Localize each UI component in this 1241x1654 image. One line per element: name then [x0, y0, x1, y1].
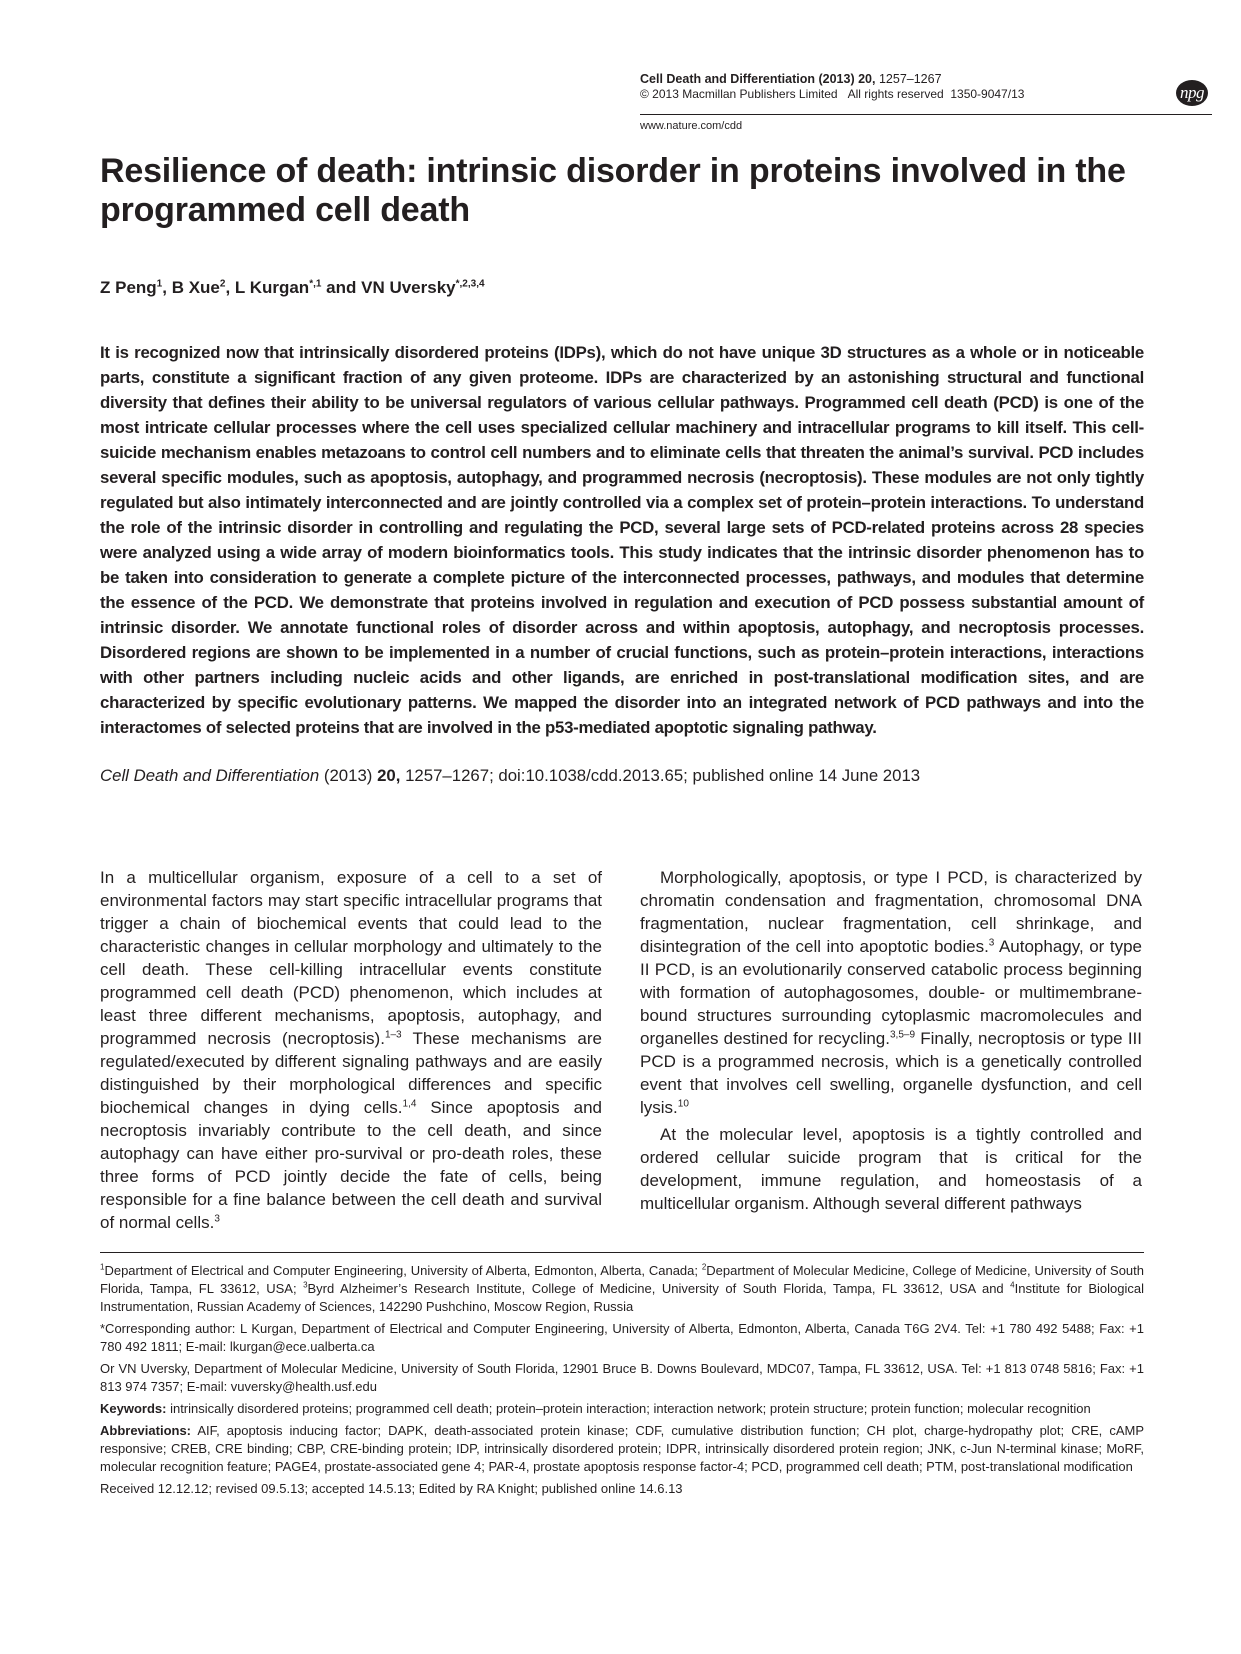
received-dates: Received 12.12.12; revised 09.5.13; accepted 14.5.13; Edited by RA Knight; published online 14.6.13: [100, 1481, 683, 1496]
abbreviations: Abbreviations: AIF, apoptosis inducing factor; DAPK, death-associated protein kinase; CDF, cumulative distribution function; CH plot, charge-hydropathy plot; CRE, cAMP responsive; CREB, CRE binding; CBP, CRE-binding protein; IDP, intrinsically disordered protein; IDPR, intrinsically disordered protein region; JNK, c-Jun N-terminal kinase; MoRF, molecular recognition feature; PAGE4, prostate-associated gene 4; PAR-4, prostate apoptosis response factor-4; PCD, programmed cell death; PTM, post-translational modification: [100, 1423, 1144, 1474]
journal-name: Cell Death and Differentiation (2013) 20,: [640, 72, 876, 86]
copyright-line: © 2013 Macmillan Publishers Limited All rights reserved 1350-9047/13: [640, 87, 1025, 101]
npg-logo: npg: [1176, 80, 1208, 106]
article-citation: Cell Death and Differentiation (2013) 20, 1257–1267; doi:10.1038/cdd.2013.65; published online 14 June 2013: [100, 766, 921, 785]
article-title: Resilience of death: intrinsic disorder in proteins involved in the programmed cell death: [100, 152, 1126, 229]
body-paragraph: At the molecular level, apoptosis is a tightly controlled and ordered cellular suicide program that is critical for the development, immune regulation, and homeostasis of a multicellular organism. Although several different pathways: [640, 1125, 1142, 1213]
abstract: It is recognized now that intrinsically disordered proteins (IDPs), which do not have unique 3D structures as a whole or in noticeable parts, constitute a significant fraction of any given proteome. IDPs are characterized by an astonishing structural and functional diversity that defines their ability to be universal regulators of various cellular pathways. Programmed cell death (PCD) is one of the most intricate cellular processes where the cell uses specialized cellular machinery and intracellular programs to kill itself. This cell-suicide mechanism enables metazoans to control cell numbers and to eliminate cells that threaten the animal’s survival. PCD includes several specific modules, such as apoptosis, autophagy, and programmed necrosis (necroptosis). These modules are not only tightly regulated but also intimately interconnected and are jointly controlled via a complex set of protein–protein interactions. To understand the role of the intrinsic disorder in controlling and regulating the PCD, several large sets of PCD-related proteins across 28 species were analyzed using a wide array of modern bioinformatics tools. This study indicates that the intrinsic disorder phenomenon has to be taken into consideration to generate a complete picture of the interconnected processes, pathways, and modules that determine the essence of the PCD. We demonstrate that proteins involved in regulation and execution of PCD possess substantial amount of intrinsic disorder. We annotate functional roles of disorder across and within apoptosis, autophagy, and necroptosis processes. Disordered regions are shown to be implemented in a number of crucial functions, such as protein–protein interactions, interactions with other partners including nucleic acids and other ligands, are enriched in post-translational modification sites, and are characterized by specific evolutionary patterns. We mapped the disorder into an integrated network of PCD pathways and into the interactomes of selected proteins that are involved in the p53-mediated apoptotic signaling pathway.: [100, 343, 1144, 737]
affiliations: $^1$Department of Electrical and Computer Engineering, University of Alberta, Edmonton, Alberta, Canada; $^2$Department of Molecular Medicine, College of Medicine, University of South Florida, Tampa, FL 33612, USA; $^3$Byrd Alzheimer’s Research Institute, College of Medicine, University of South Florida, Tampa, FL 33612, USA and $^4$Institute for Biological Instrumentation, Russian Academy of Sciences, 142290 Pushchino, Moscow Region, Russia: [100, 1262, 1145, 1314]
journal-url[interactable]: www.nature.com/cdd: [640, 120, 743, 132]
reference-link[interactable]: 10: [677, 1098, 689, 1110]
author-affiliation: 1: [156, 278, 163, 290]
author-name[interactable]: B Xue: [171, 278, 220, 297]
reference-link[interactable]: 3,5–9: [889, 1029, 916, 1041]
journal-citation-line: [640, 72, 1024, 87]
body-paragraph: In a multicellular organism, exposure of a cell to a set of environmental factors may start specific intracellular programs that trigger a chain of biochemical events that could lead to the characteristic changes in cellular morphology and ultimately to the cell death. These cell-killing intracellular events constitute programmed cell death (PCD) phenomenon, which includes at least three different mechanisms, apoptosis, autophagy, and programmed necrosis (necroptosis).$^{1-3}$ These mechanisms are regulated/executed by different signaling pathways and are easily distinguished by their morphological differences and specific biochemical changes in dying cells.$^{1,4}$ Since apoptosis and necroptosis invariably contribute to the cell death, and since autophagy can have either pro-survival or pro-death roles, these three forms of PCD jointly decide the fate of cells, being responsible for a fine balance between the cell death and survival of normal cells.$^3$: [100, 868, 602, 1232]
body-paragraph: Morphologically, apoptosis, or type I PCD, is characterized by chromatin condensation and fragmentation, chromosomal DNA fragmentation, nuclear fragmentation, cell shrinkage, and disintegration of the cell into apoptotic bodies.$^3$ Autophagy, or type II PCD, is an evolutionarily conserved catabolic process beginning with formation of autophagosomes, double- or multimembrane-bound structures surrounding cytoplasmic macromolecules and organelles destined for recycling.$^{3,5-9}$ Finally, necroptosis or type III PCD is a programmed necrosis, which is a genetically controlled event that involves cell swelling, organelle dysfunction, and cell lysis.$^{10}$: [640, 868, 1142, 1117]
corresponding-author-2: Or VN Uversky, Department of Molecular Medicine, University of South Florida, 12901 Bruce B. Downs Boulevard, MDC07, Tampa, FL 33612, USA. Tel: +1 813 0748 5816; Fax: +1 813 974 7357; E-mail: vuversky@health.usf.edu: [100, 1361, 1144, 1394]
header-divider: [640, 114, 1212, 115]
body-column-right: [640, 866, 1142, 1215]
footnote-divider: [100, 1252, 1144, 1253]
author-affiliation: *,2,3,4: [455, 278, 485, 290]
body-column-left: [100, 866, 602, 1234]
reference-link[interactable]: 1,4: [402, 1098, 417, 1110]
author-name[interactable]: Z Peng: [100, 278, 157, 297]
journal-header: [640, 72, 1024, 102]
corresponding-author-1: *Corresponding author: L Kurgan, Department of Electrical and Computer Engineering, University of Alberta, Edmonton, Alberta, Canada T6G 2V4. Tel: +1 780 492 5488; Fax: +1 780 492 1811; E-mail: lkurgan@ece.ualberta.ca: [100, 1321, 1144, 1354]
reference-link[interactable]: 1–3: [384, 1029, 402, 1041]
author-affiliation: *,1: [309, 278, 322, 290]
reference-link[interactable]: 3: [214, 1213, 220, 1225]
author-name[interactable]: VN Uversky: [361, 278, 456, 297]
author-list: Z Peng$^1$, B Xue$^2$, L Kurgan$^{*,1}$ and VN Uversky$^{*,2,3,4}$: [100, 278, 485, 297]
author-affiliation: 2: [219, 278, 226, 290]
journal-pages: 1257–1267: [878, 72, 942, 86]
reference-link[interactable]: 3: [988, 937, 995, 949]
keywords: Keywords: intrinsically disordered proteins; programmed cell death; protein–protein interaction; interaction network; protein structure; protein function; molecular recognition: [100, 1401, 1091, 1416]
footnotes: [100, 1262, 1144, 1498]
author-name[interactable]: L Kurgan: [234, 278, 310, 297]
